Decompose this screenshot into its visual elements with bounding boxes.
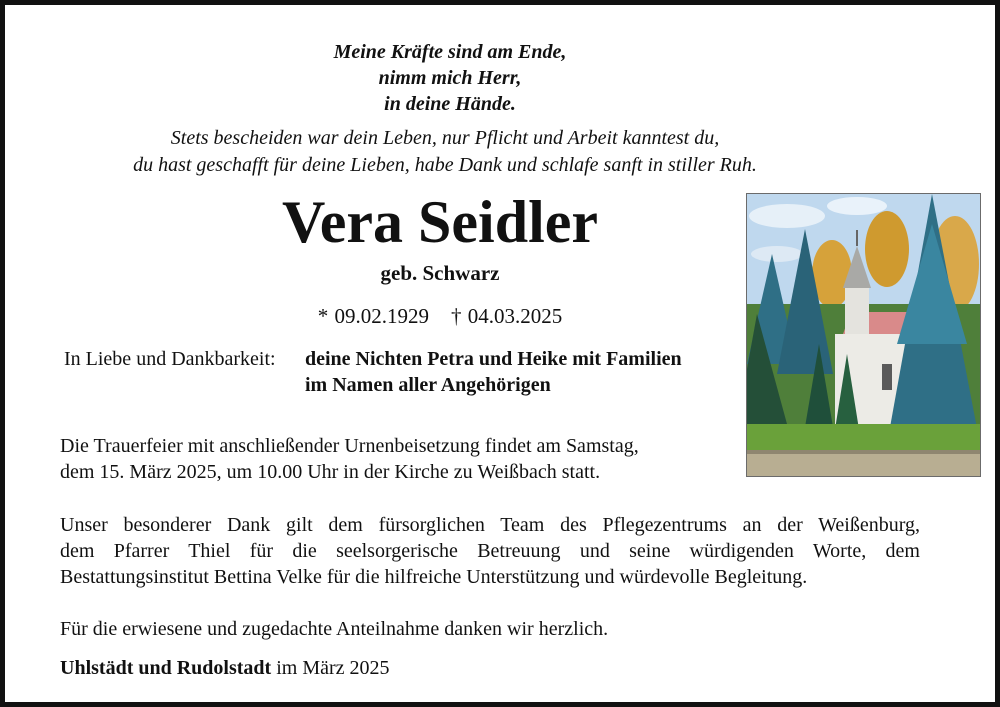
birth-date: * 09.02.1929: [317, 304, 429, 328]
closing-sentence: Für die erwiesene und zugedachte Anteilnahme danken wir herzlich.: [60, 618, 609, 640]
acknowledgement: [60, 512, 920, 590]
birth-name: geb. Schwarz: [380, 261, 500, 285]
funeral-line: Die Trauerfeier mit anschließender Urnenbeisetzung findet am Samstag,: [60, 435, 639, 457]
funeral-line: dem 15. März 2025, um 10.00 Uhr in der Kirche zu Weißbach statt.: [60, 461, 601, 483]
mourner-line: deine Nichten Petra und Heike mit Familien: [305, 348, 682, 370]
mourner-line: im Namen aller Angehörigen: [305, 374, 551, 396]
thanks-line: dem Pfarrer Thiel für die seelsorgerische Betreuung und seine würdigenden Worte, dem: [60, 540, 920, 562]
towns: Uhlstädt und Rudolstadt: [60, 657, 272, 679]
thanks-line: Unser besonderer Dank gilt dem fürsorglichen Team des Pflegezentrums an der Weißenburg,: [60, 514, 920, 536]
funeral-notice: [60, 433, 740, 485]
place-and-date: [60, 655, 390, 681]
mourners-label: In Liebe und Dankbarkeit:: [64, 348, 276, 370]
thanks-line: Bestattungsinstitut Bettina Velke für die hilfreiche Unterstützung und würdevolle Begleitung.: [60, 566, 808, 588]
opening-verse: [250, 39, 650, 117]
verse-line: in deine Hände.: [384, 93, 516, 115]
notice-date: im März 2025: [276, 657, 390, 679]
deceased-name: Vera Seidler: [281, 189, 599, 255]
death-date: † 04.03.2025: [451, 304, 563, 328]
life-dates: [205, 304, 675, 329]
verse-line: nimm mich Herr,: [378, 67, 522, 89]
mourners-list: [305, 346, 682, 398]
verse-line: Stets bescheiden war dein Leben, nur Pflicht und Arbeit kanntest du,: [170, 127, 720, 149]
chapel-painting-image: [747, 194, 980, 476]
chapel-painting: [746, 193, 981, 477]
verse-line: du hast geschafft für deine Lieben, habe Dank und schlafe sanft in stiller Ruh.: [133, 154, 757, 176]
verse-line: Meine Kräfte sind am Ende,: [333, 41, 567, 63]
second-verse: [45, 125, 845, 179]
